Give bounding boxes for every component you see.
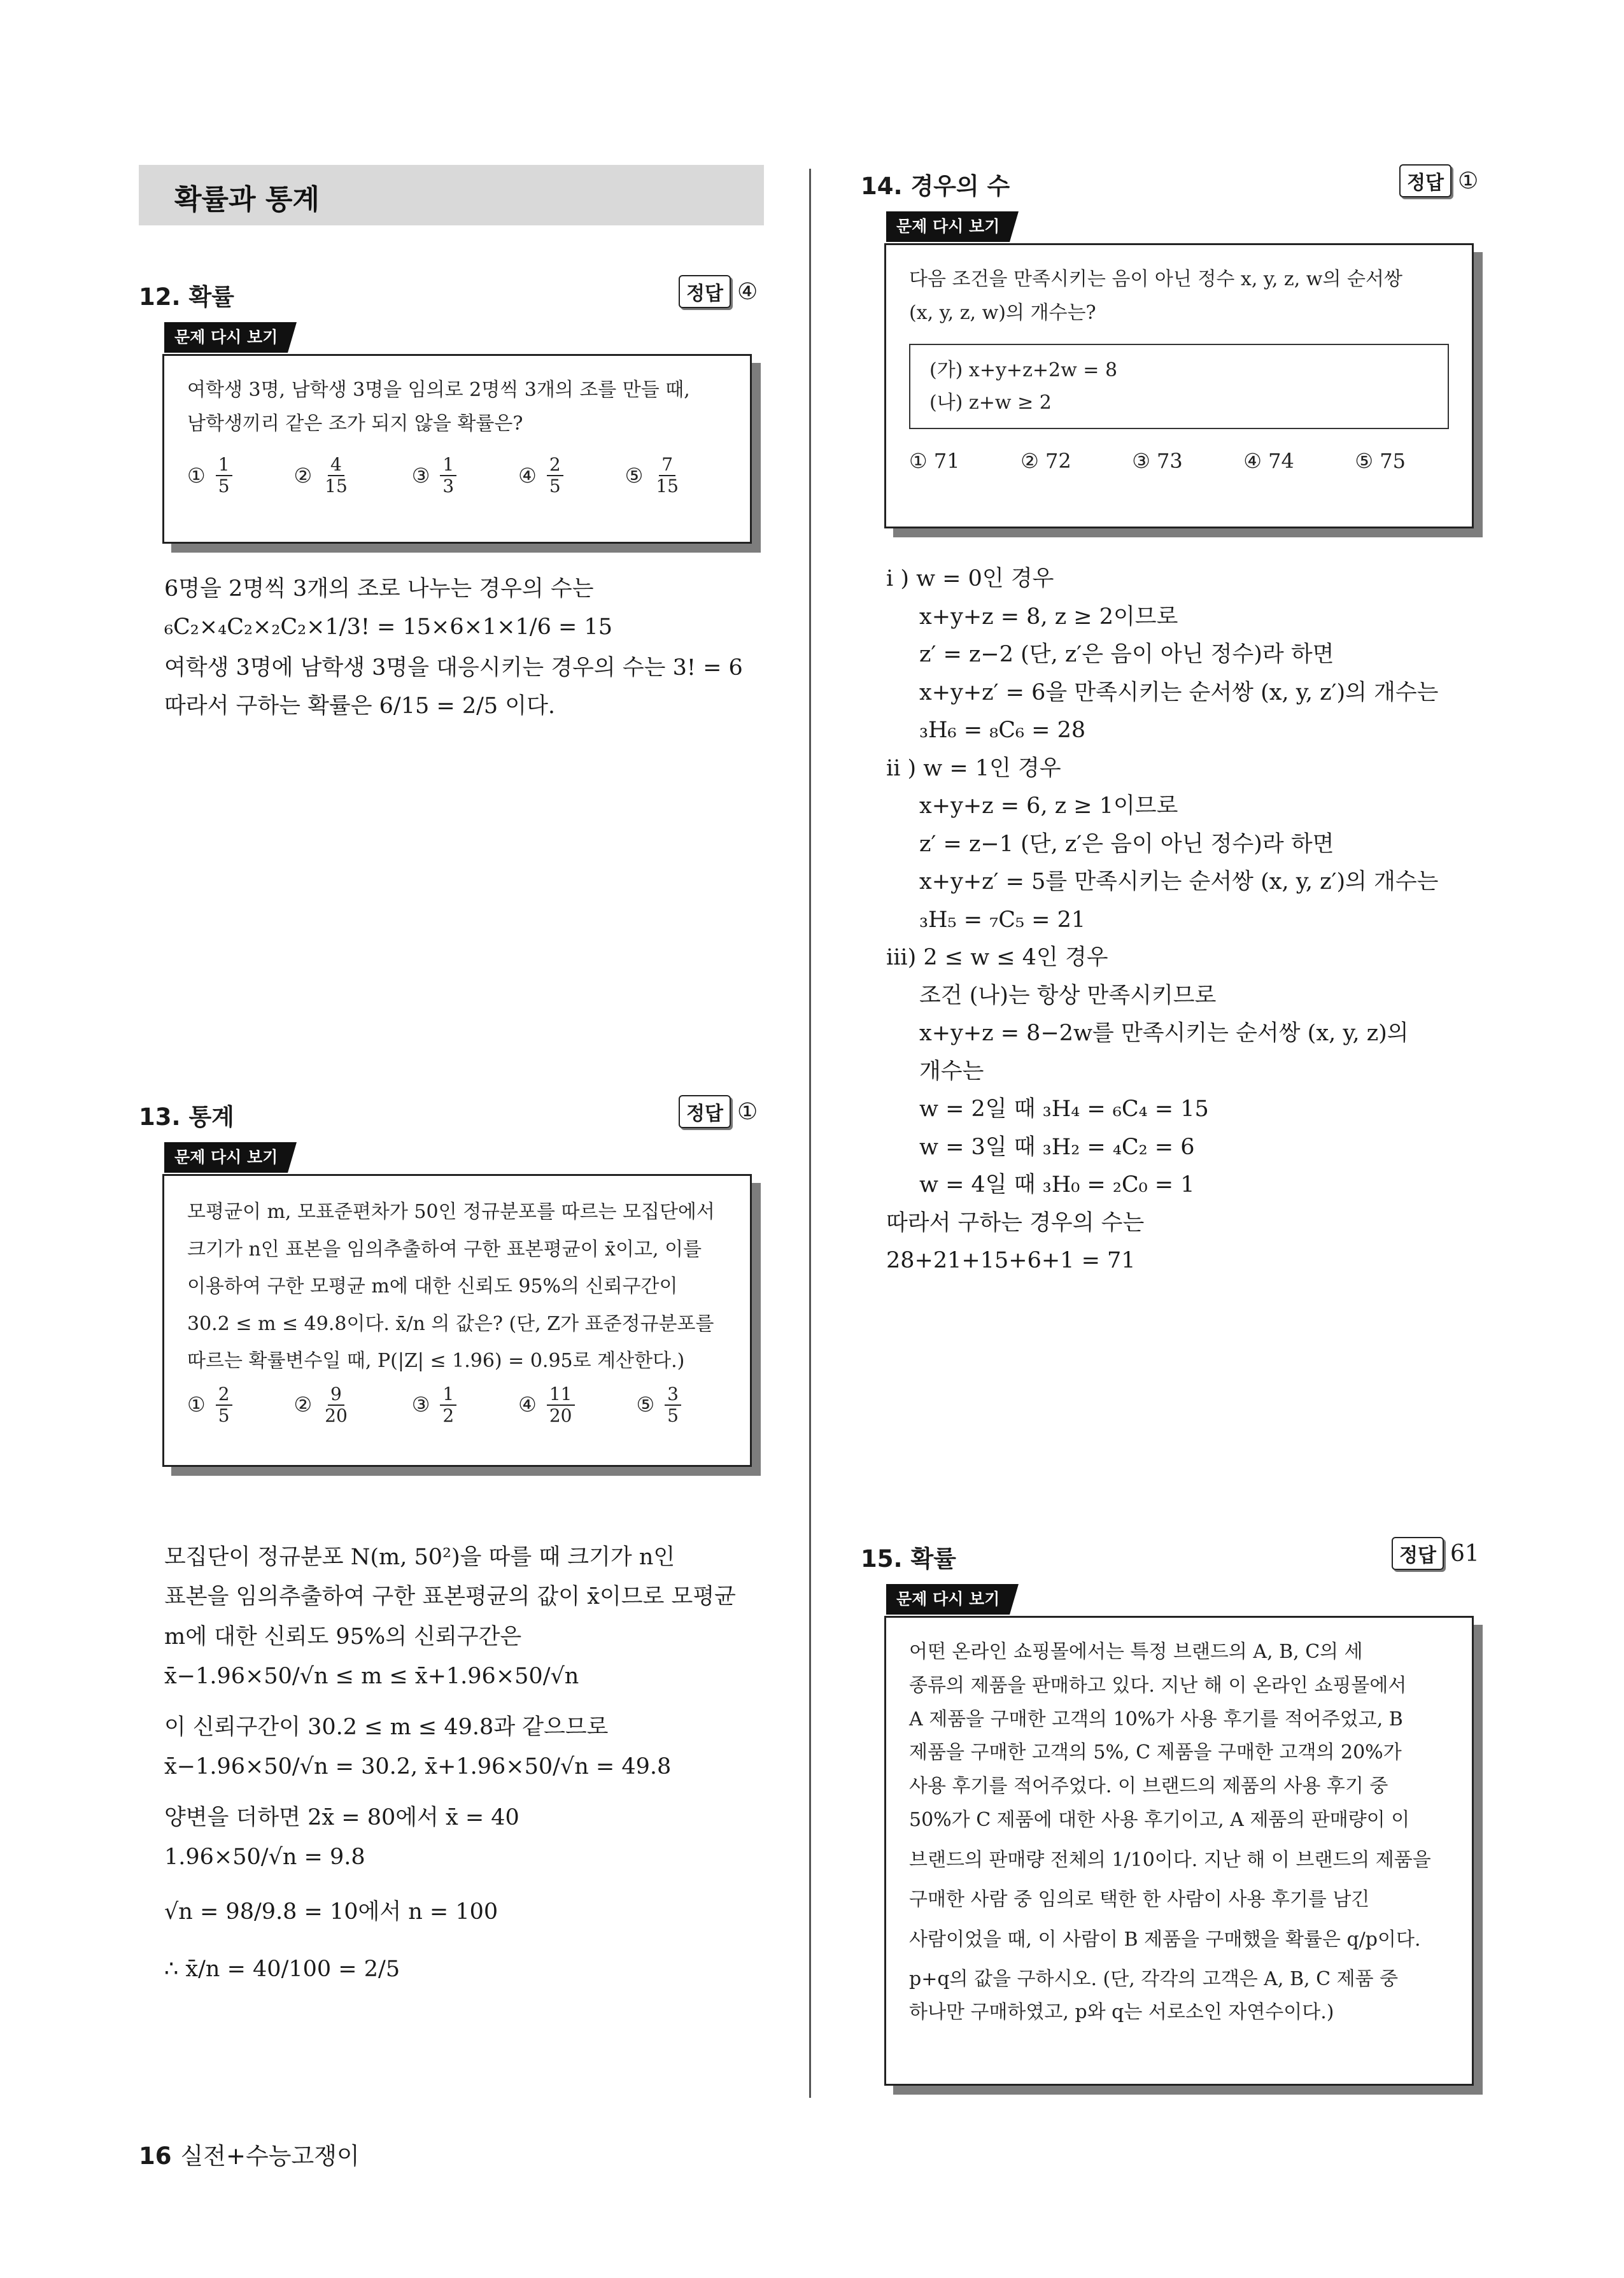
q13-heading: 13. 통계 bbox=[139, 1103, 234, 1131]
section-title: 확률과 통계 bbox=[174, 183, 320, 216]
q13-problem-box: 모평균이 m, 모표준편차가 50인 정규분포를 따르는 모집단에서 크기가 n인 표본을 임의추출하여 구한 표본평균이 x̄이고, 이를 이용하여 구한 모평균 m에 대한 신뢰도 95%의 신뢰구간이 30.2 ≤ m ≤ 49.8이다. x̄/n 의 값은? (단, Z가 표준정규분포를 따르는 확률변수일 때, P(|Z| ≤ 1.96) = 0.95로 계산한다.) ① $\frac{2}{5}$ ② $\frac{9}{20}$ ③ $\frac{1}{2}$ ④ $\frac{11}{20}$ ⑤ $\frac{3}{5}$ bbox=[162, 1174, 752, 1467]
section-header bbox=[139, 165, 764, 225]
option-3: ③ $\frac{1}{3}$ bbox=[412, 455, 460, 497]
q15-problem-box: 어떤 온라인 쇼핑몰에서는 특정 브랜드의 A, B, C의 세 종류의 제품을 판매하고 있다. 지난 해 이 온라인 쇼핑몰에서 A 제품을 구매한 고객의 10%가 사용 후기를 적어주었고, B 제품을 구매한 고객의 5%, C 제품을 구매한 고객의 20%가 사용 후기를 적어주었다. 이 브랜드의 제품의 사용 후기 중 50%가 C 제품에 대한 사용 후기이고, A 제품의 판매량이 이 브랜드의 판매량 전체의 1/10이다. 지난 해 이 브랜드의 제품을 구매한 사람 중 임의로 택한 한 사람이 사용 후기를 남긴 사람이었을 때, 이 사람이 B 제품을 구매했을 확률은 q/p이다. p+q의 값을 구하시오. (단, 각각의 고객은 A, B, C 제품 중 하나만 구매하였고, p와 q는 서로소인 자연수이다.) bbox=[884, 1616, 1474, 2086]
q13-options bbox=[187, 1384, 684, 1426]
q12-text: 여학생 3명, 남학생 3명을 임의로 2명씩 3개의 조를 만들 때, bbox=[187, 379, 690, 401]
q12-problem-box bbox=[162, 354, 752, 544]
page-number: 16 bbox=[139, 2142, 172, 2170]
q14-solution: i ) w = 0인 경우 x+y+z = 8, z ≥ 2이므로 z′ = z−2 (단, z′은 음이 아닌 정수)라 하면 x+y+z′ = 6을 만족시키는 순서쌍 (x, y, z′)의 개수는 ₃H₆ = ₈C₆ = 28 ii ) w = 1인 경우 x+y+z = 6, z ≥ 1이므로 z′ = z−1 (단, z′은 음이 아닌 정수)라 하면 x+y+z′ = 5를 만족시키는 순서쌍 (x, y, z′)의 개수는 ₃H₅ = ₇C₅ = 21 iii) 2 ≤ w ≤ 4인 경우 조건 (나)는 항상 만족시키므로 x+y+z = 8−2w를 만족시키는 순서쌍 (x, y, z)의 개수는 w = 2일 때 ₃H₄ = ₆C₄ = 15 w = 3일 때 ₃H₂ = ₄C₂ = 6 w = 4일 때 ₃H₀ = ₂C₀ = 1 따라서 구하는 경우의 수는 28+21+15+6+1 = 71 bbox=[886, 566, 1439, 1273]
q14-heading: 14. 경우의 수 bbox=[861, 173, 1010, 200]
q15-answer: 정답 61 bbox=[1392, 1537, 1479, 1570]
option-2: ② $\frac{4}{15}$ bbox=[293, 454, 348, 497]
q14-review-tab: 문제 다시 보기 bbox=[886, 211, 1010, 242]
page-footer bbox=[139, 2137, 360, 2171]
option-5: ⑤ $\frac{7}{15}$ bbox=[625, 454, 679, 497]
option-1: ① $\frac{2}{5}$ bbox=[187, 1384, 235, 1426]
q15-heading: 15. 확률 bbox=[861, 1545, 956, 1573]
option-1: ① $\frac{1}{5}$ bbox=[187, 455, 235, 497]
q12-answer: 정답 ④ bbox=[679, 275, 758, 308]
q12-heading: 12. 확률 bbox=[139, 283, 234, 311]
q12-solution: 6명을 2명씩 3개의 조로 나누는 경우의 수는 ₆C₂×₄C₂×₂C₂×1/3! = 15×6×1×1/6 = 15 여학생 3명에 남학생 3명을 대응시키는 경우의 수는 3! = 6 따라서 구하는 확률은 6/15 = 2/5 이다. bbox=[164, 576, 743, 719]
book-title: 실전+수능고쟁이 bbox=[180, 2142, 360, 2170]
q15-review-tab: 문제 다시 보기 bbox=[886, 1584, 1010, 1615]
q13-answer: 정답 ① bbox=[679, 1095, 758, 1128]
q12-review-tab: 문제 다시 보기 bbox=[164, 322, 288, 353]
q12-options bbox=[187, 455, 684, 497]
q14-conditions: (가) x+y+z+2w = 8 (나) z+w ≥ 2 bbox=[909, 344, 1449, 429]
q14-options: ① 71 ② 72 ③ 73 ④ 74 ⑤ 75 bbox=[909, 449, 1406, 473]
option-4: ④ $\frac{11}{20}$ bbox=[518, 1384, 577, 1426]
option-2: ② $\frac{9}{20}$ bbox=[293, 1383, 348, 1426]
q14-answer: 정답 ① bbox=[1399, 164, 1478, 197]
q14-problem-box: 다음 조건을 만족시키는 음이 아닌 정수 x, y, z, w의 순서쌍 (x, y, z, w)의 개수는? (가) x+y+z+2w = 8 (나) z+w ≥ 2 ① 71 ② 72 ③ 73 ④ 74 ⑤ 75 bbox=[884, 243, 1474, 528]
q13-review-tab: 문제 다시 보기 bbox=[164, 1142, 288, 1173]
option-4: ④ $\frac{2}{5}$ bbox=[518, 455, 566, 497]
option-5: ⑤ $\frac{3}{5}$ bbox=[636, 1384, 684, 1426]
q12-text: 남학생끼리 같은 조가 되지 않을 확률은? bbox=[187, 412, 523, 435]
column-divider bbox=[809, 169, 811, 2098]
q13-solution: 모집단이 정규분포 N(m, 50²)을 따를 때 크기가 n인 표본을 임의추출하여 구한 표본평균의 값이 x̄이므로 모평균 m에 대한 신뢰도 95%의 신뢰구간은 x̄−1.96×50/√n ≤ m ≤ x̄+1.96×50/√n 이 신뢰구간이 30.2 ≤ m ≤ 49.8과 같으므로 x̄−1.96×50/√n = 30.2, x̄+1.96×50/√n = 49.8 양변을 더하면 2x̄ = 80에서 x̄ = 40 1.96×50/√n = 9.8 √n = 98/9.8 = 10에서 n = 100 ∴ x̄/n = 40/100 = 2/5 bbox=[164, 1545, 736, 1983]
option-3: ③ $\frac{1}{2}$ bbox=[412, 1384, 460, 1426]
